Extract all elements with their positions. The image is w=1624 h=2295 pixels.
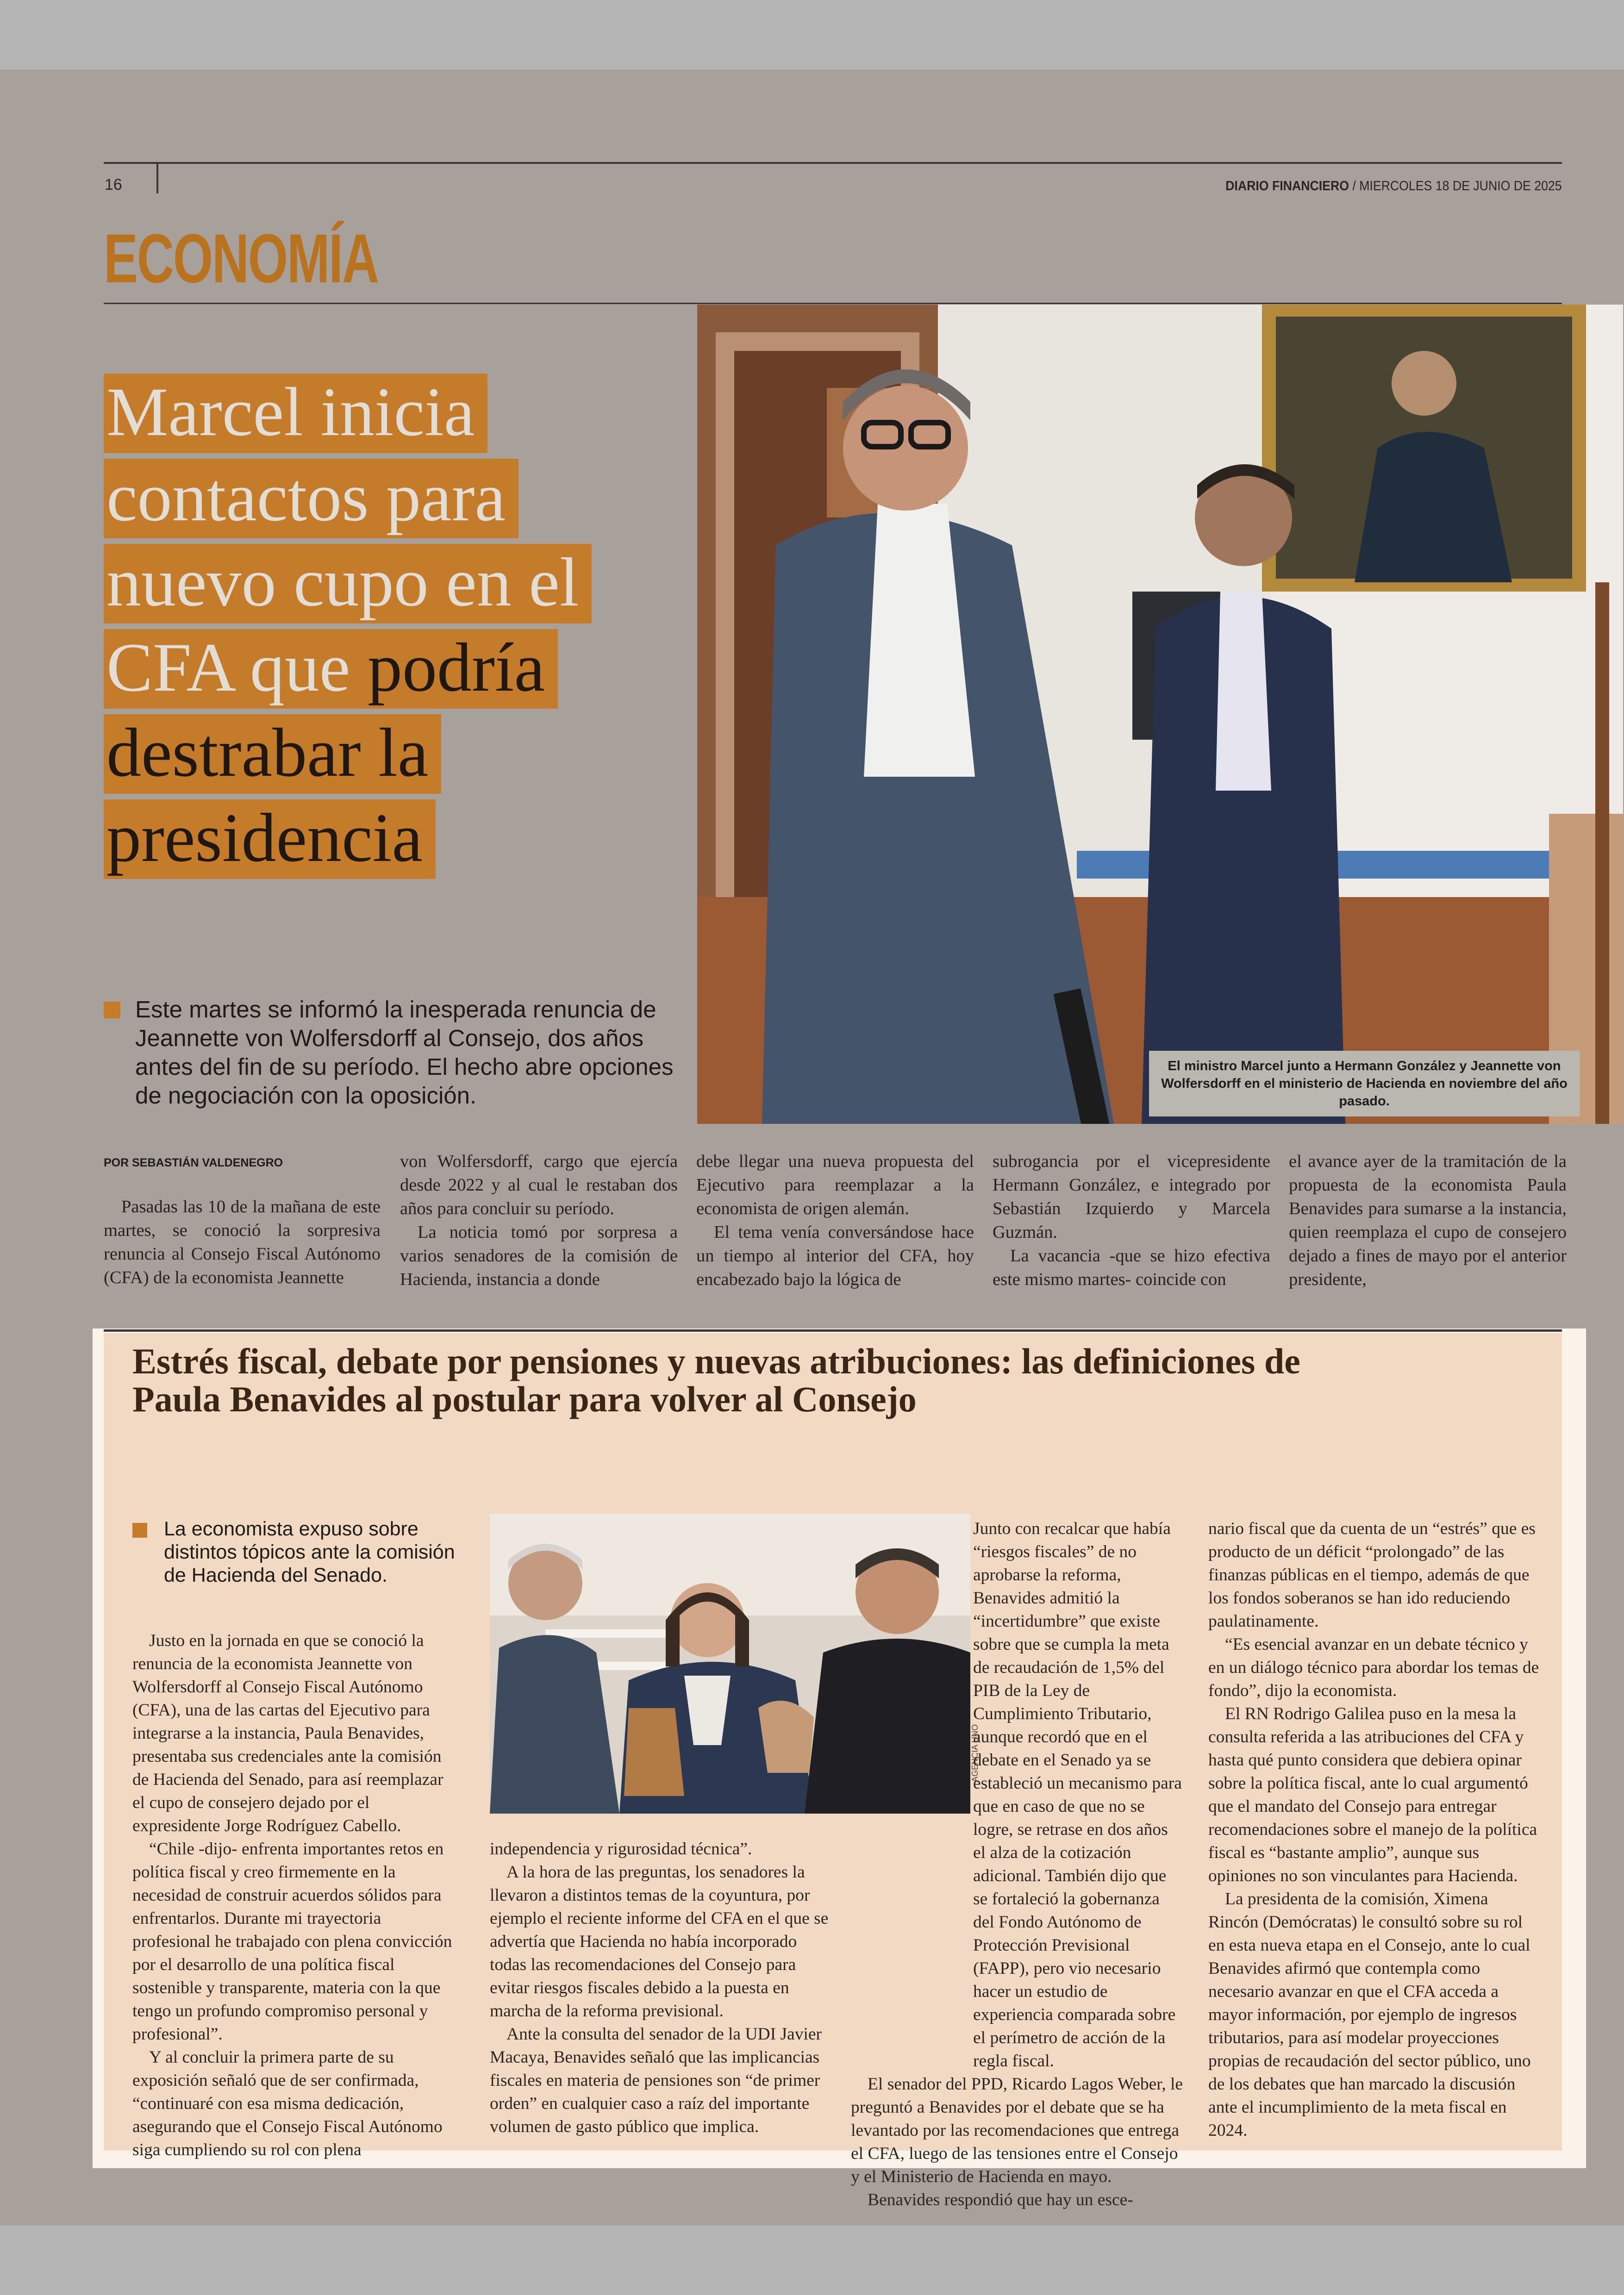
paragraph: A la hora de las preguntas, los senadores la llevaron a distintos temas de la coyuntura, por ejemplo el reciente informe del CFA en el que se advertía que Hacienda no había incorporado todas las recomendaciones del Consejo para evitar riesgos fiscales debido a la puesta en marcha de la reforma previsional. xyxy=(490,1863,829,2021)
paragraph: Junto con recalcar que había “riesgos fiscales” de no aprobarse la reforma, Benavides admitió la “incertidumbre” que existe sobre que se cumpla la meta de recaudación de 1,5% del PIB de la Ley de Cumplimiento Tributario, aunque recordó que en el debate en el Senado ya se estableció un mecanismo para que en caso de que no se logre, se retrase en dos años el alza de la cotización adicional. También dijo que se fortaleció la gobernanza del Fondo Autónomo de Protección Previsional (FAPP), pero vio necesario hacer un estudio de experiencia comparada sobre el perímetro de acción de la regla fiscal. xyxy=(973,1519,1182,2070)
paragraph: Pasadas las 10 de la mañana de este martes, se conoció la sorpresiva renuncia al Consejo Fiscal Autónomo (CFA) de la economista Jeannette xyxy=(104,1197,381,1287)
paragraph: La vacancia -que se hizo efectiva este mismo martes- coincide con xyxy=(993,1246,1270,1289)
byline: POR SEBASTIÁN VALDENEGRO xyxy=(104,1156,283,1169)
publication-date xyxy=(1226,179,1562,194)
deck-text: Este martes se informó la inesperada renuncia de Jeannette von Wolfersdorff al Consejo, dos años antes del fin de su período. El hecho abre opciones de negociación con la oposición. xyxy=(135,996,674,1109)
paragraph: nario fiscal que da cuenta de un “estrés” que es producto de un déficit “prolongado” de las finanzas públicas en el tiempo, además de que los fondos soberanos se han ido reduciendo paulatinamente. xyxy=(1208,1519,1536,1631)
headline-line: contactos para xyxy=(104,459,518,538)
paragraph: von Wolfersdorff, cargo que ejercía desde 2022 y al cual le restaban dos años para concluir su período. xyxy=(400,1152,678,1218)
publication-name: DIARIO FINANCIERO xyxy=(1225,179,1349,193)
date-line: / MIERCOLES 18 DE JUNIO DE 2025 xyxy=(1352,179,1562,193)
headline-line-emphasis: podría xyxy=(367,629,545,706)
paragraph: “Chile -dijo- enfrenta importantes retos en política fiscal y creo firmemente en la necesidad de construir acuerdos sólidos para enfrentarlos. Durante mi trayectoria profesional he trabajado con plena convicción por el desarrollo de una política fiscal sostenible y transparente, materia con la que tengo un profundo compromiso personal y profesional”. xyxy=(132,1840,452,2044)
lead-column-3 xyxy=(696,1150,974,1291)
folio-divider xyxy=(156,164,158,193)
headline-line: nuevo cupo en el xyxy=(104,544,592,624)
paragraph: el avance ayer de la tramitación de la propuesta de la economista Paula Benavides para sumarse a la instancia, quien reemplaza el cupo de consejero dejado a fines de mayo por el anterior presidente, xyxy=(1289,1152,1567,1289)
lead-column-2 xyxy=(400,1150,678,1291)
paragraph: independencia y rigurosidad técnica”. xyxy=(490,1840,752,1858)
headline-line-emphasis: destrabar la xyxy=(104,714,441,794)
sidebar-box-rule xyxy=(104,1329,1562,1332)
paragraph: El senador del PPD, Ricardo Lagos Weber, le preguntó a Benavides por el debate que se ha levantado por las recomendaciones que entrega el CFA, luego de las tensiones entre el Consejo y el Ministerio de Hacienda en mayo. xyxy=(851,2075,1183,2186)
bullet-square-icon xyxy=(104,1002,120,1018)
article-deck xyxy=(104,995,682,1110)
paragraph: Justo en la jornada en que se conoció la renuncia de la economista Jeannette von Wolfersdorff al Consejo Fiscal Autónomo (CFA), una de las cartas del Ejecutivo para integrarse a la instancia, Paula Benavides, presentaba sus credenciales ante la comisión de Hacienda del Senado, para así reemplazar el cupo de consejero dejado por el expresidente Jorge Rodríguez Cabello. xyxy=(132,1631,443,1835)
headline-line-emphasis: presidencia xyxy=(104,799,436,879)
lead-column-5 xyxy=(1289,1150,1567,1291)
paragraph: subrogancia por el vicepresidente Hermann González, e integrado por Sebastián Izquierdo y Marcela Guzmán. xyxy=(993,1152,1270,1242)
paragraph: Ante la consulta del senador de la UDI Javier Macaya, Benavides señaló que las implicancias fiscales en materia de pensiones son “de primer orden” en cualquier caso a raíz del importante volumen de gasto público que implica. xyxy=(490,2025,822,2136)
headline-line: Marcel inicia xyxy=(104,374,487,453)
paragraph: debe llegar una nueva propuesta del Ejecutivo para reemplazar a la economista de origen alemán. xyxy=(696,1152,974,1218)
main-photo xyxy=(697,305,1623,1124)
sidebar-column-4 xyxy=(1208,1517,1542,2142)
section-rule xyxy=(104,303,1562,304)
sidebar-title: Estrés fiscal, debate por pensiones y nuevas atribuciones: las definiciones de Paula Benavides al postular para volver al Consejo xyxy=(132,1341,1300,1419)
paragraph: “Es esencial avanzar en un debate técnico y en un diálogo técnico para abordar los temas de fondo”, dijo la economista. xyxy=(1208,1635,1539,1700)
paragraph: El tema venía conversándose hace un tiempo al interior del CFA, hoy encabezado bajo la lógica de xyxy=(696,1222,974,1289)
sidebar-column-3 xyxy=(851,1517,1184,2212)
newspaper-page xyxy=(0,69,1624,2226)
sidebar-deck xyxy=(132,1517,456,1587)
header-rule xyxy=(104,162,1562,164)
paragraph: Y al concluir la primera parte de su exposición señaló que de ser confirmada, “continuaré con esa misma dedicación, asegurando que el Consejo Fiscal Autónomo siga cumpliendo su rol con plena xyxy=(132,2048,443,2159)
paragraph: La noticia tomó por sorpresa a varios senadores de la comisión de Hacienda, instancia a donde xyxy=(400,1222,678,1289)
lead-column-4 xyxy=(993,1150,1270,1291)
paragraph: Benavides respondió que hay un esce- xyxy=(868,2190,1133,2209)
photo-credit: AGENCIA UNO xyxy=(970,1724,980,1782)
headline-line: CFA que xyxy=(106,629,350,706)
sidebar-column-2 xyxy=(490,1838,832,2139)
headline xyxy=(104,369,733,880)
paragraph: El RN Rodrigo Galilea puso en la mesa la consulta referida a las atribuciones del CFA y hasta qué punto considera que debiera opinar sobre la política fiscal, ante lo cual argumentó que el mandato del Consejo para entregar recomendaciones sobre el manejo de la política fiscal es “bastante amplio”, aunque sus opiniones no son vinculantes para Hacienda. xyxy=(1208,1704,1537,1885)
sidebar-column-1 xyxy=(132,1629,456,2162)
paragraph: La presidenta de la comisión, Ximena Rincón (Demócratas) le consultó sobre su rol en esta nueva etapa en el Consejo, ante lo cual Benavides afirmó que contempla como necesario avanzar en que el CFA acceda a mayor información, por ejemplo de ingresos tributarios, para así modelar proyecciones propias de recaudación del sector público, uno de los debates que han marcado la discusión ante el incumplimiento de la meta fiscal en 2024. xyxy=(1208,1890,1531,2140)
sidebar-deck-text: La economista expuso sobre distintos tópicos ante la comisión de Hacienda del Senado. xyxy=(164,1518,455,1586)
photo-illustration xyxy=(697,305,1623,1124)
section-title: ECONOMÍA xyxy=(104,219,378,297)
lead-column-1 xyxy=(104,1195,381,1290)
photo-caption: El ministro Marcel junto a Hermann González y Jeannette von Wolfersdorff en el ministerio de Hacienda en noviembre del año pasado. xyxy=(1149,1051,1580,1116)
page-number: 16 xyxy=(105,176,122,193)
bullet-square-icon xyxy=(132,1523,147,1538)
